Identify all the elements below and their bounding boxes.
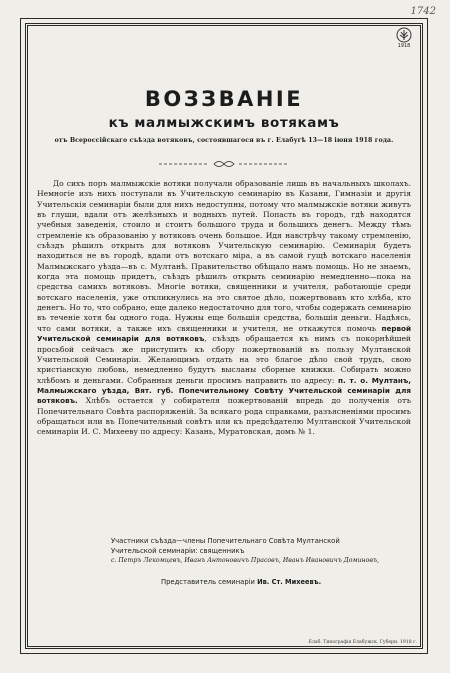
appeal-text-part3: Хлѣбъ остается у собирателя пожертвованiй впредь до полученiя отъ Попечительнаго Совѣта распоряженiй. За всякаго рода справками, разъясненiями просимъ обращаться или въ Попечительный совѣтъ или къ предсѣдателю Мултанской Учительской семинарiи И. С. Михееву по адресу: Казань, Муратовская, домъ № 1. [37,396,411,437]
emblem-year: 1918 [397,43,411,49]
origin-line: отъ Всероссiйскаго съѣзда вотяковъ, состоявшагося въ г. Елабугѣ 13—18 iюня 1918 года. [54,137,394,144]
appeal-emphasis-seminary: первой Учительской семинарiи для вотяковъ [37,323,411,344]
appeal-emphasis-address: п. т. о. Мултанъ, Малмыжскаго уѣзда, Вят. губ. Попечительному Совѣту Учительской семинарiи для вотяковъ. [37,375,411,406]
appeal-text-part2: , съѣздъ обращается къ нимъ съ покорнѣйшей просьбой сейчасъ же приступить къ сбору пожертвованiй въ пользу Мултанской Учительской Семинарiи. Желающимъ отдать на это благое дѣло свой трудъ, свою христiанскую любовь, немедленно будутъ высланы сборные книжки. Собирать можно хлѣбомъ и деньгами. Собранныя деньги просимъ направить по адресу: [37,334,411,385]
signatories [111,537,411,587]
document-content [37,19,411,653]
page-subtitle: къ малмыжскимъ вотякамъ [108,115,340,131]
signatories-line2: Учительской семинарiи: священникъ [111,546,245,555]
signatories-names: с. Петръ Лекомцевъ, Иванъ Антоновичъ Прасовъ, Иванъ Ивановичъ Доминовъ, [111,557,380,564]
appeal-text-part1: До сихъ поръ малмыжскiе вотяки получали образованiе лишь въ начальныхъ школахъ. Немногiе изъ нихъ поступали въ Учительскую семинарiю въ Казани, Гимназiи и другiя Учительскiя семинарiи были для нихъ недоступны, потому что малмыжскiе вотяки живутъ въ глуши, вдали отъ желѣзныхъ и водныхъ путей. Попасть въ городъ, гдѣ находятся учебныя заведенiя, стоило и стоитъ большого труда и большихъ денегъ. Между тѣмъ стремленiе къ образованiю у вотяковъ очень большое. Идя навстрѣчу такому стремленiю, съѣздъ рѣшилъ открыть для вотяковъ Учительскую семинарiю. Семинарiя будетъ находиться не въ городѣ, вдали отъ вотскаго мiра, а въ самой гущѣ вотскаго населенiя Малмыжскаго уѣзда—въ с. Мултанѣ. Правительство обѣщало намъ помощь. Но не знаемъ, когда эта помощь придетъ, съѣздъ рѣшилъ открыть семинарiю немедленно—пока на средства самихъ вотяковъ. Многiе вотяки, священники и учителя, работающiе среди вотскаго населенiя, уже откликнулись на это святое дѣло, пожертвовавъ кто хлѣба, кто денегъ. Но то, что собрано, еще далеко недостаточно для того, чтобы содержать семинарiю въ теченiе хотя бы одного года. Нужны еще большiя средства, большiя деньги. Надѣясь, что сами вотяки, а также ихъ священники и учителя, не откажутся помочь [37,179,411,333]
signatories-line1: Участники съѣзда—члены Попечительнаго Совѣта Мултанской [111,537,340,545]
ornament-divider [159,159,289,169]
archive-note: 1742 [410,6,436,17]
appeal-text [37,179,411,438]
seminary-representative [111,578,411,588]
appeal-paragraph [37,179,411,438]
printer-imprint: Елаб. Типографiя Елабужск. Губерн. 1918 г. [308,640,417,645]
representative-label: Представитель семинарiи [161,577,258,586]
page-title: ВОЗЗВАНIЕ [144,87,304,111]
page-frame [20,18,428,654]
representative-name: Ив. Ст. Михеевъ. [257,577,322,586]
